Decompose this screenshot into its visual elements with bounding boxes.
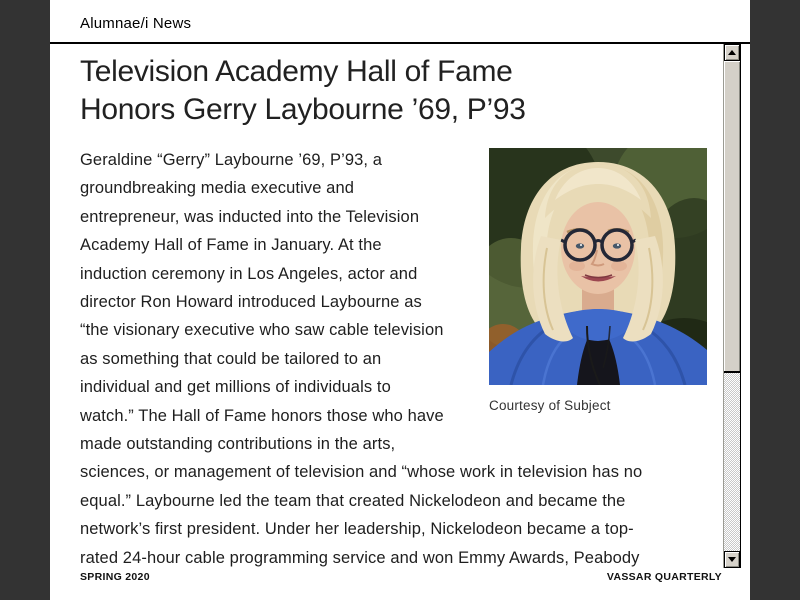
article-title-line: Honors Gerry Laybourne ’69, P’93 [80,93,526,126]
scrollbar[interactable] [723,44,741,568]
article-photo-block [489,148,707,413]
photo-caption: Courtesy of Subject [489,398,611,413]
body-line: director Ron Howard introduced Laybourne as [80,293,422,312]
magazine-page [50,0,750,600]
footer-season: SPRING 2020 [80,571,150,583]
body-line: induction ceremony in Los Angeles, actor and [80,264,418,283]
body-line: “the visionary executive who saw cable television [80,321,444,340]
scroll-up-button[interactable] [724,44,740,61]
footer-publication: VASSAR QUARTERLY [606,571,722,583]
article-title-line: Television Academy Hall of Fame [80,55,513,88]
scrollbar-track[interactable] [724,373,740,551]
body-line: Academy Hall of Fame in January. At the [80,236,382,255]
body-line: groundbreaking media executive and [80,179,354,198]
scroll-down-icon [728,557,736,562]
body-line: watch.” The Hall of Fame honors those who have [80,406,444,425]
body-line: rated 24-hour cable programming service and won Emmy Awards, Peabody [80,548,640,567]
article-photo [489,148,707,385]
scrollbar-thumb[interactable] [724,61,740,373]
scroll-up-icon [728,50,736,55]
body-line: entrepreneur, was inducted into the Television [80,207,420,226]
body-line: Geraldine “Gerry” Laybourne ’69, P’93, a [80,151,383,169]
section-header: Alumnae/i News [80,15,192,32]
body-line: sciences, or management of television and “whose work in television has no [80,463,643,482]
scroll-down-button[interactable] [724,551,740,568]
body-line: network’s first president. Under her leadership, Nickelodeon became a top- [80,520,634,539]
body-line: made outstanding contributions in the arts, [80,435,396,454]
footer [80,571,722,583]
body-line: individual and get millions of individuals to [80,378,391,397]
body-line: as something that could be tailored to an [80,349,382,368]
body-line: equal.” Laybourne led the team that created Nickelodeon and became the [80,491,626,510]
header-rule [50,42,750,44]
article-title [80,53,730,129]
